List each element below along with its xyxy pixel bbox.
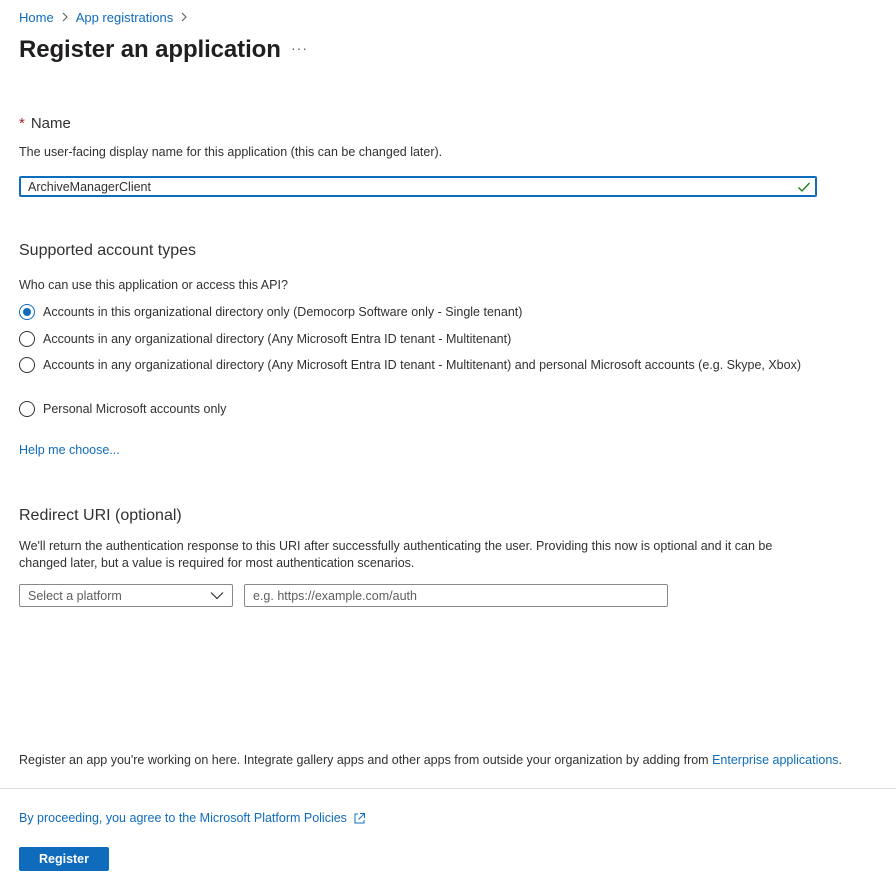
name-label: [19, 115, 71, 132]
redirect-uri-input[interactable]: [244, 584, 668, 607]
required-mark: *: [19, 115, 25, 132]
account-type-option-single-tenant[interactable]: [19, 304, 819, 321]
breadcrumb: [19, 10, 195, 25]
breadcrumb-home-link[interactable]: Home: [19, 10, 54, 25]
footer-info-suffix: .: [838, 753, 843, 767]
name-input[interactable]: [20, 177, 796, 196]
account-type-option-multitenant[interactable]: [19, 331, 819, 348]
radio-label: Personal Microsoft accounts only: [43, 402, 227, 416]
footer-info-text: Register an app you're working on here. Integrate gallery apps and other apps from outside your organization by adding from: [19, 753, 713, 767]
name-label-text: Name: [30, 115, 71, 132]
help-me-choose-link[interactable]: Help me choose...: [19, 443, 120, 457]
register-button[interactable]: Register: [19, 847, 109, 871]
radio-button[interactable]: [19, 401, 35, 417]
platform-select[interactable]: [19, 584, 233, 607]
account-types-question: Who can use this application or access this API?: [19, 278, 288, 292]
footer-divider: [0, 788, 896, 789]
platform-select-placeholder: Select a platform: [28, 588, 122, 603]
radio-button[interactable]: [19, 331, 35, 347]
check-icon: [796, 179, 812, 195]
breadcrumb-app-registrations-link[interactable]: App registrations: [75, 10, 174, 25]
redirect-uri-heading: Redirect URI (optional): [19, 507, 182, 524]
page-title: Register an application: [19, 36, 281, 63]
platform-policies-link[interactable]: By proceeding, you agree to the Microsoft Platform Policies: [19, 811, 347, 825]
enterprise-applications-link[interactable]: Enterprise applications: [712, 753, 839, 767]
footer-info: [19, 753, 842, 767]
radio-button-selected[interactable]: [19, 304, 35, 320]
name-field[interactable]: [19, 176, 817, 197]
chevron-right-icon: [180, 10, 188, 25]
policy-row: [19, 811, 366, 825]
account-type-option-multitenant-personal[interactable]: [19, 357, 819, 374]
name-description: The user-facing display name for this application (this can be changed later).: [19, 145, 443, 159]
account-type-option-personal-only[interactable]: [19, 401, 819, 418]
radio-button[interactable]: [19, 357, 35, 373]
radio-label: Accounts in this organizational directory only (Democorp Software only - Single tenant): [43, 305, 523, 319]
chevron-right-icon: [61, 10, 69, 25]
external-link-icon[interactable]: [353, 812, 366, 825]
radio-label: Accounts in any organizational directory (Any Microsoft Entra ID tenant - Multitenant): [43, 332, 512, 346]
chevron-down-icon: [210, 591, 224, 600]
account-types-heading: Supported account types: [19, 242, 197, 259]
radio-label: Accounts in any organizational directory (Any Microsoft Entra ID tenant - Multitenant) and personal Microsoft accounts (e.g. Skype, Xbox): [43, 358, 801, 372]
more-options-button[interactable]: ···: [291, 40, 308, 56]
redirect-uri-description: We'll return the authentication response to this URI after successfully authenticating the user. Providing this now is optional and it can be changed later, but a value is required for most authentication scenarios.: [19, 539, 773, 570]
